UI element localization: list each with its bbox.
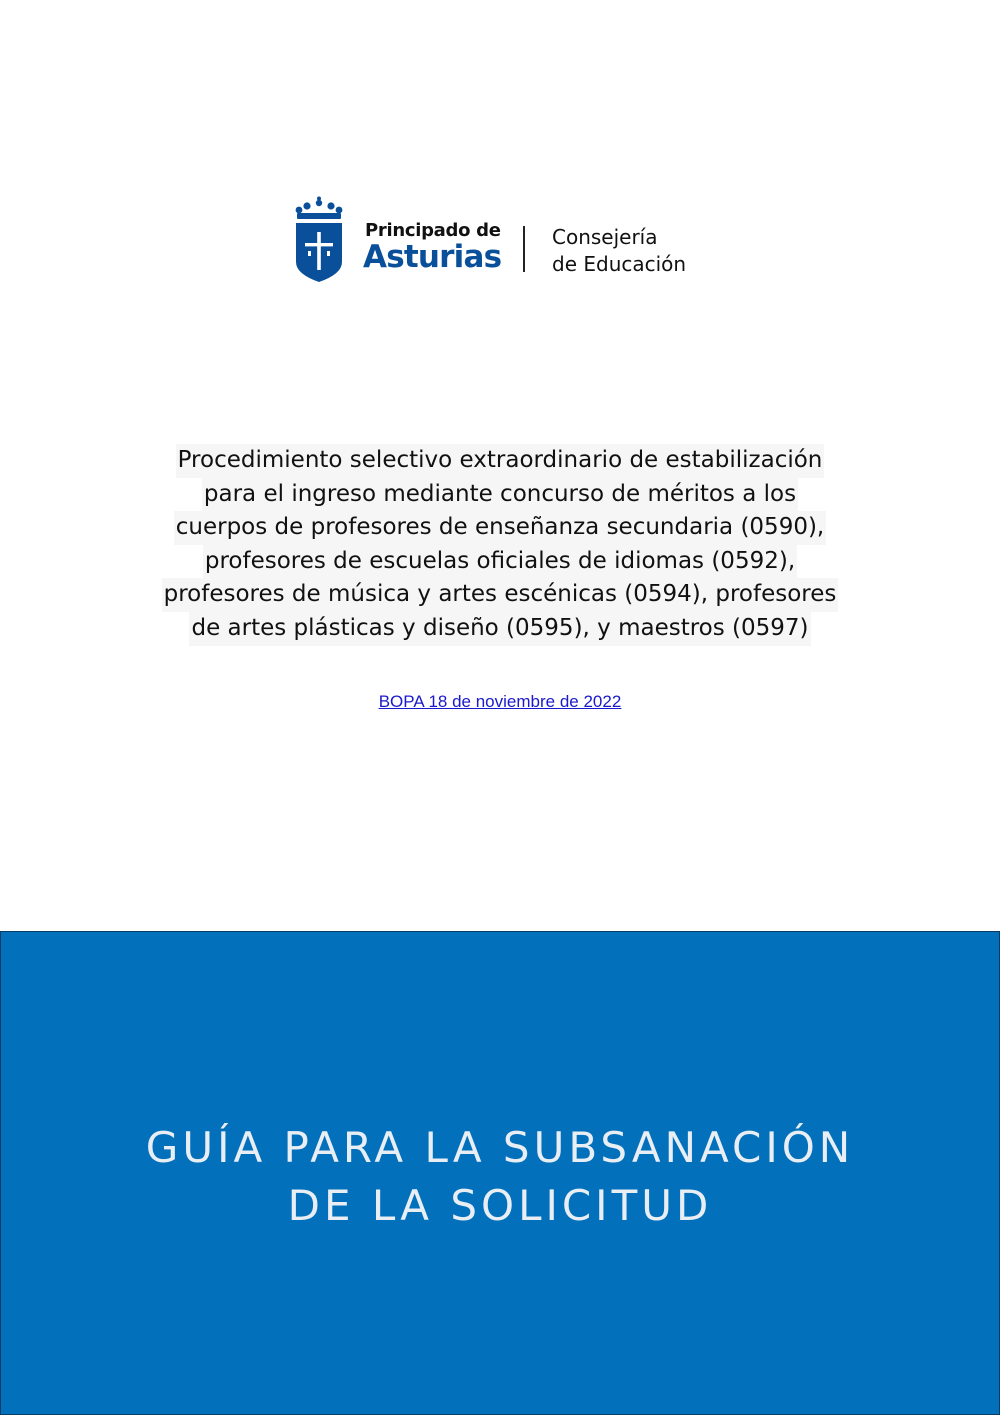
bopa-link-container	[0, 692, 1000, 712]
title-banner	[0, 931, 1000, 1415]
procedure-line: profesores de música y artes escénicas (0594), profesores	[162, 578, 839, 612]
guide-title-line-1: GUÍA PARA LA SUBSANACIÓN	[145, 1123, 855, 1172]
procedure-description	[100, 444, 900, 646]
consejeria-label: Consejería	[552, 225, 658, 249]
procedure-line: Procedimiento selectivo extraordinario de estabilización	[176, 444, 825, 478]
principado-label: Principado de	[365, 220, 501, 241]
procedure-line: de artes plásticas y diseño (0595), y maestros (0597)	[189, 612, 810, 646]
principado-asturias-logo	[294, 196, 714, 286]
logo-divider	[523, 226, 525, 272]
procedure-line: para el ingreso mediante concurso de méritos a los	[202, 478, 798, 512]
guide-title-line-2: DE LA SOLICITUD	[287, 1181, 713, 1230]
asturias-crown-shield-icon	[294, 196, 344, 284]
bopa-link[interactable]: BOPA 18 de noviembre de 2022	[378, 692, 622, 711]
guide-title	[1, 1119, 999, 1235]
procedure-line: profesores de escuelas oficiales de idiomas (0592),	[203, 545, 797, 579]
asturias-label: Asturias	[363, 239, 502, 275]
procedure-line: cuerpos de profesores de enseñanza secundaria (0590),	[174, 511, 827, 545]
educacion-label: de Educación	[552, 252, 687, 276]
